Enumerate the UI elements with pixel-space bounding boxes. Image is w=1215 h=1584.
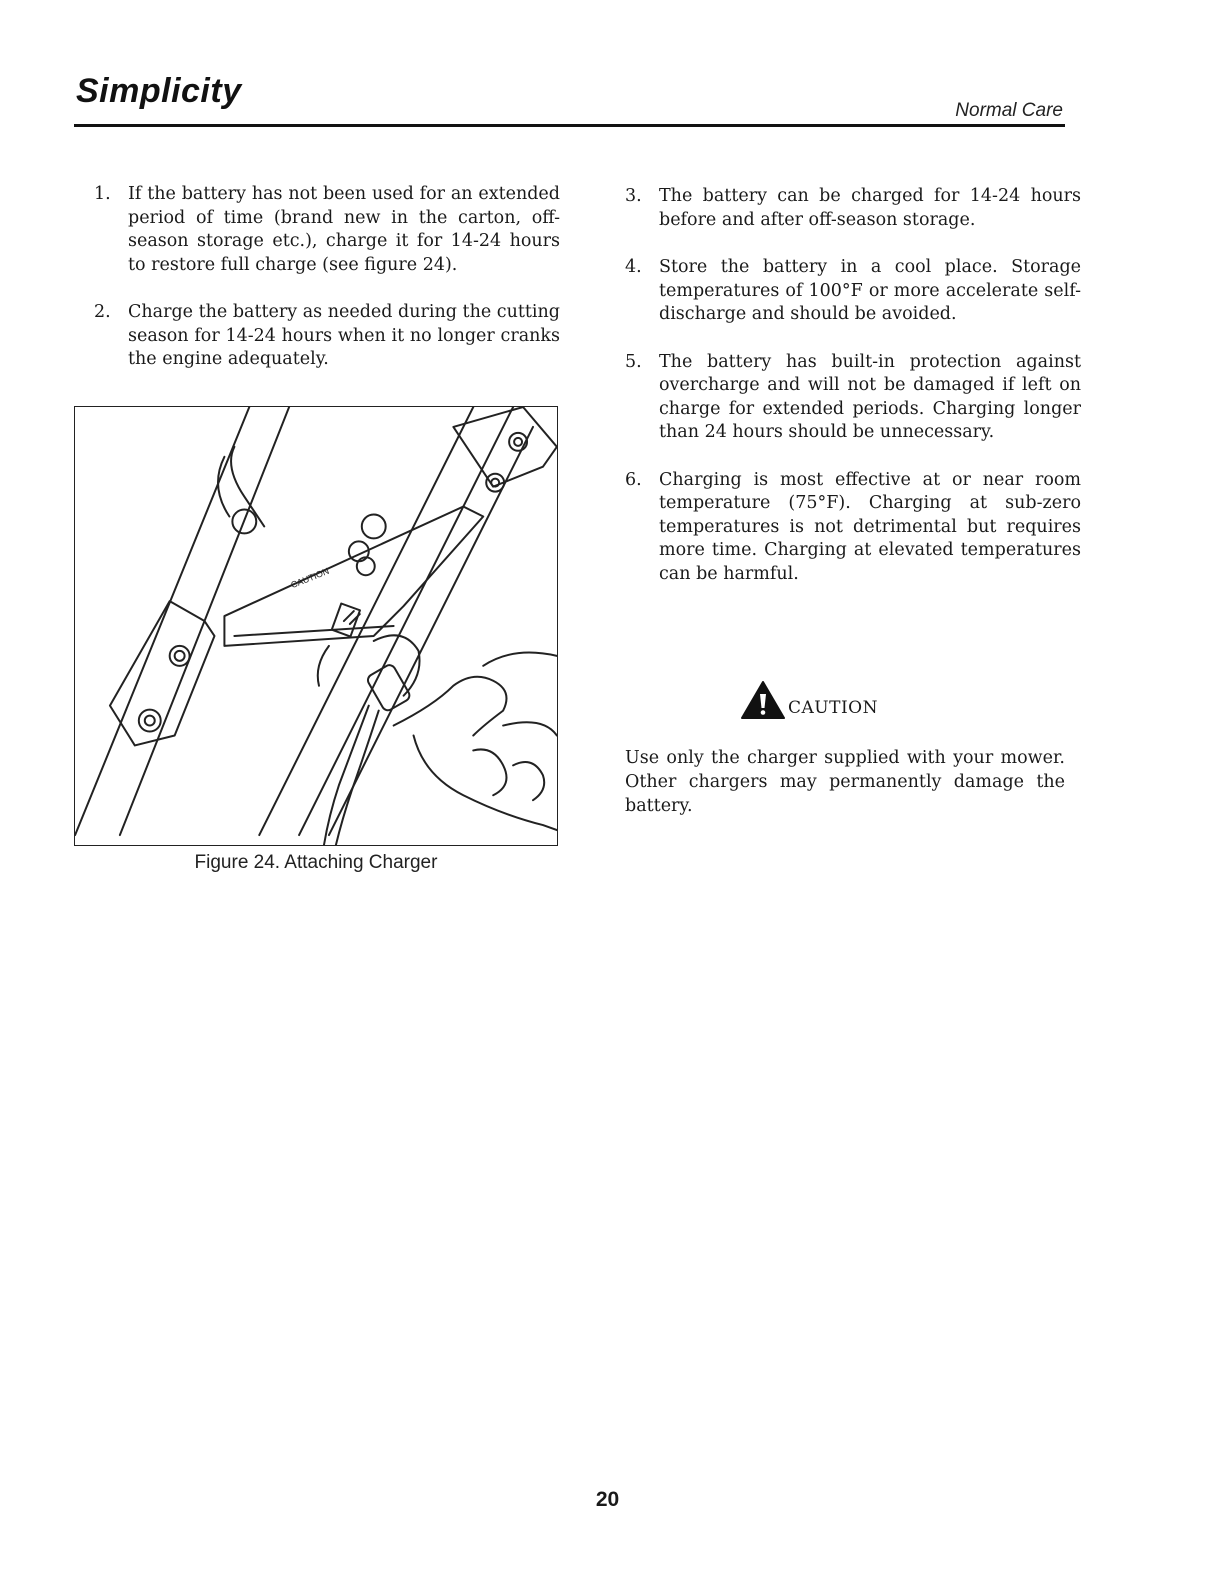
list-item: [94, 183, 560, 277]
caution-text: Use only the charger supplied with your mower. Other chargers may permanently damage the battery.: [625, 748, 1065, 816]
list-item: [625, 469, 1081, 587]
brand-logo: Simplicity: [76, 72, 242, 110]
left-column: [94, 183, 560, 396]
list-item-text: If the battery has not been used for an extended period of time (brand new in the carton, off-season storage etc.), charge it for 14-24 hours to restore full charge (see figure 24).: [128, 184, 560, 275]
warning-triangle-icon: [740, 680, 786, 720]
caution-heading: [740, 680, 1065, 720]
right-steps-list: [625, 185, 1081, 586]
left-steps-list: [94, 183, 560, 372]
list-item-text: The battery has built-in protection against overcharge and will not be damaged if left on charge for extended periods. Charging longer than 24 hours should be unnecessary.: [659, 351, 1081, 442]
list-item-number: 1.: [94, 184, 111, 204]
list-item-text: Charge the battery as needed during the cutting season for 14-24 hours when it no longer cranks the engine adequately.: [128, 302, 560, 369]
list-item-number: 3.: [625, 186, 642, 206]
header-rule: [74, 124, 1065, 127]
figure-caption: Figure 24. Attaching Charger: [194, 852, 438, 873]
list-item: [94, 301, 560, 372]
list-item-number: 2.: [94, 302, 111, 322]
right-column: [625, 185, 1081, 610]
list-item: [625, 351, 1081, 445]
list-item-number: 6.: [625, 469, 642, 490]
caution-label: CAUTION: [788, 698, 878, 718]
caution-block: [625, 680, 1065, 818]
list-item-text: The battery can be charged for 14-24 hours before and after off-season storage.: [659, 186, 1081, 230]
list-item: [625, 185, 1081, 232]
figure-attaching-charger: [74, 406, 558, 846]
list-item-text: Charging is most effective at or near room temperature (75°F). Charging at sub-zero temperatures is not detrimental but requires more time. Charging at elevated temperatures can be harmful.: [659, 469, 1081, 584]
list-item-number: 5.: [625, 351, 642, 372]
list-item-text: Store the battery in a cool place. Storage temperatures of 100°F or more accelerate self-discharge and should be avoided.: [659, 257, 1081, 324]
list-item-number: 4.: [625, 257, 642, 277]
decal-text: CAUTION: [289, 565, 331, 591]
charger-illustration: [75, 407, 557, 845]
list-item: [625, 256, 1081, 327]
page-number: 20: [595, 1488, 620, 1511]
section-title: Normal Care: [955, 100, 1063, 121]
